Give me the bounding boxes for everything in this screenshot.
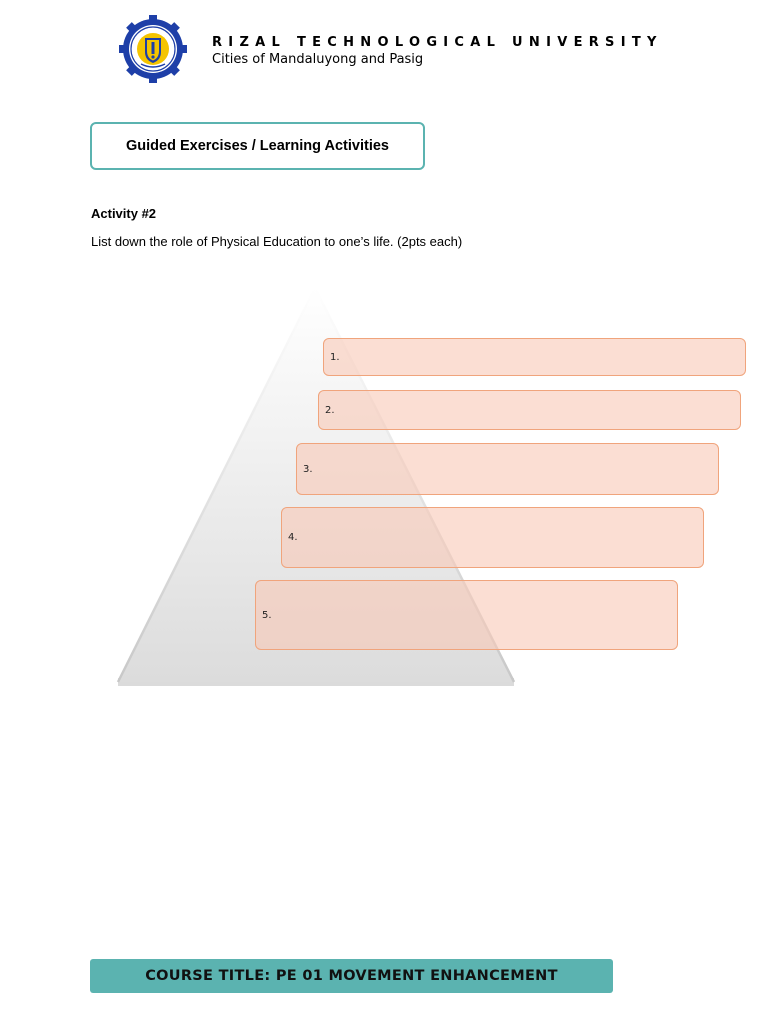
answer-box-1[interactable]: [323, 338, 746, 376]
course-title-bar: [90, 959, 613, 993]
answer-label: 4.: [288, 532, 298, 543]
campus-location: Cities of Mandaluyong and Pasig: [212, 52, 424, 67]
answer-label: 2.: [325, 404, 335, 416]
answer-label: 5.: [262, 609, 272, 621]
answer-box-4[interactable]: [281, 507, 704, 568]
course-title: COURSE TITLE: PE 01 MOVEMENT ENHANCEMENT: [145, 968, 558, 984]
answer-box-2[interactable]: [318, 390, 741, 430]
activity-instruction: List down the role of Physical Education to one’s life. (2pts each): [91, 234, 463, 249]
section-title-box: [90, 122, 425, 170]
university-seal-icon: [118, 14, 188, 84]
activity-title: Activity #2: [91, 206, 157, 221]
answer-box-5[interactable]: [255, 580, 678, 650]
answer-label: 1.: [330, 351, 340, 363]
university-name: RIZAL TECHNOLOGICAL UNIVERSITY: [212, 35, 663, 50]
answer-box-3[interactable]: [296, 443, 719, 495]
section-title: Guided Exercises / Learning Activities: [126, 138, 389, 154]
answer-label: 3.: [303, 463, 313, 475]
